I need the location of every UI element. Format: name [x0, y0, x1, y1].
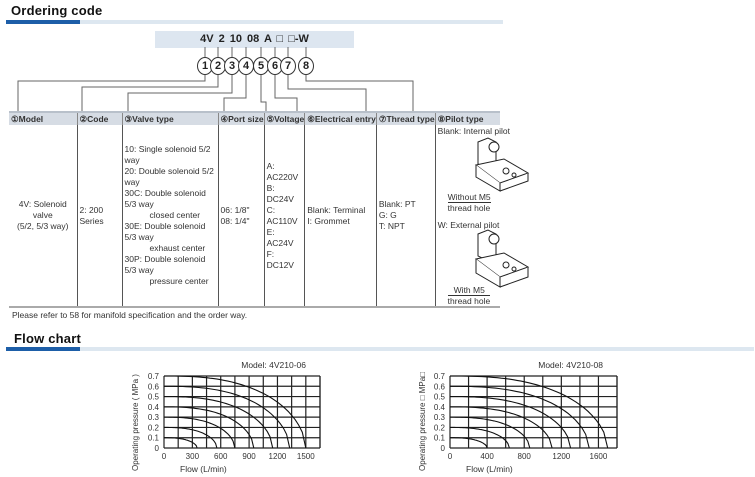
thread-type-cell: Blank: PT G: G T: NPT — [376, 125, 435, 307]
internal-pilot-note: Without M5 thread hole — [447, 192, 491, 213]
code-position-circle: 4 — [238, 57, 254, 75]
x-axis-label: Flow (L/min) — [466, 464, 513, 474]
ordering-code-title: Ordering code — [11, 3, 103, 18]
y-tick-label: 0.5 — [147, 392, 159, 402]
header-voltage: ⑤Voltage — [264, 112, 305, 125]
y-tick-label: 0.6 — [433, 382, 445, 392]
code-position-circle: 7 — [280, 57, 296, 75]
table-row — [9, 125, 500, 307]
y-axis-label: Operating pressure □ MPa□ — [418, 371, 427, 471]
x-tick-label: 0 — [161, 452, 167, 461]
header-port-size: ④Port size — [218, 112, 264, 125]
x-tick-label: 400 — [480, 452, 494, 461]
flow-curve-0.3 — [164, 417, 235, 448]
x-tick-label: 1200 — [268, 452, 287, 461]
code-position-circle: 5 — [253, 57, 269, 75]
voltage-cell: A: AC220V B: DC24V C: AC110V E: AC24V F: DC12V — [264, 125, 305, 307]
internal-pilot-valve-image — [456, 137, 531, 197]
y-tick-label: 0 — [440, 444, 445, 453]
header-code: ②Code — [77, 112, 122, 125]
header-thread-type: ⑦Thread type — [376, 112, 435, 125]
chart-title: Model: 4V210-08 — [538, 360, 603, 370]
y-tick-label: 0.7 — [433, 372, 445, 381]
model-line: (5/2, 5/3 way) — [17, 221, 69, 231]
y-tick-label: 0.2 — [147, 423, 159, 433]
code-position-circle: 8 — [298, 57, 314, 75]
flow-chart-title: Flow chart — [14, 331, 82, 346]
y-tick-label: 0.1 — [433, 433, 445, 443]
y-tick-label: 0.7 — [147, 372, 159, 381]
header-model: ①Model — [9, 112, 77, 125]
code-position-circle: 2 — [210, 57, 226, 75]
code-position-circle: 6 — [267, 57, 283, 75]
order-code-box: 4V 2 10 08 A □ □-W — [155, 31, 354, 48]
model-line: 4V: Solenoid valve — [18, 199, 67, 220]
y-tick-label: 0.3 — [147, 413, 159, 423]
model-cell — [9, 125, 77, 307]
y-tick-label: 0.2 — [433, 423, 445, 433]
y-tick-label: 0.5 — [433, 392, 445, 402]
flow-chart-4v210-06 — [125, 355, 335, 477]
electrical-entry-cell: Blank: Terminal I: Grommet — [305, 125, 377, 307]
internal-pilot-label: Blank: Internal pilot — [437, 126, 510, 136]
valve-type-item: 30C: Double solenoid 5/3 way closed center — [124, 188, 206, 220]
valve-type-item: 20: Double solenoid 5/2 way — [124, 166, 214, 187]
y-axis-label: Operating pressure ( MPa ) — [131, 374, 140, 471]
connector-lines — [0, 0, 520, 112]
x-axis-label: Flow (L/min) — [180, 464, 227, 474]
valve-type-item: 10: Single solenoid 5/2 way — [124, 144, 211, 165]
x-tick-label: 1600 — [589, 452, 608, 461]
y-tick-label: 0.6 — [147, 382, 159, 392]
manifold-note: Please refer to 58 for manifold specification and the order way. — [12, 310, 248, 320]
x-tick-label: 300 — [185, 452, 200, 461]
chart-title: Model: 4V210-06 — [241, 360, 306, 370]
flow-chart-4v210-08 — [412, 355, 632, 477]
code-cell: 2: 200 Series — [77, 125, 122, 307]
valve-type-item: 30E: Double solenoid 5/3 way exhaust center — [124, 221, 206, 253]
external-pilot-note: With M5 thread hole — [447, 285, 491, 306]
ordering-table — [9, 111, 510, 308]
valve-type-cell — [122, 125, 218, 307]
header-electrical-entry: ⑥Electrical entry — [305, 112, 377, 125]
pilot-type-cell — [435, 125, 510, 307]
port-size-cell: 06: 1/8" 08: 1/4" — [218, 125, 264, 307]
y-tick-label: 0.4 — [147, 402, 159, 412]
header-valve-type: ③Valve type — [122, 112, 218, 125]
x-tick-label: 1200 — [552, 452, 571, 461]
header-pilot-type: ⑧Pilot type — [435, 112, 500, 125]
x-tick-label: 1500 — [296, 452, 315, 461]
table-header-row — [9, 112, 500, 125]
external-pilot-label: W: External pilot — [437, 220, 500, 230]
y-tick-label: 0.3 — [433, 413, 445, 423]
x-tick-label: 800 — [517, 452, 531, 461]
x-tick-label: 600 — [214, 452, 228, 461]
y-tick-label: 0.4 — [433, 402, 445, 412]
flow-title-underline — [6, 347, 754, 351]
flow-curve-0.5 — [164, 397, 273, 448]
valve-type-item: 30P: Double solenoid 5/3 way pressure center — [124, 254, 209, 286]
x-tick-label: 0 — [447, 452, 453, 461]
y-tick-label: 0.1 — [147, 433, 159, 443]
code-position-circle: 3 — [224, 57, 240, 75]
y-tick-label: 0 — [154, 444, 159, 453]
x-tick-label: 900 — [242, 452, 256, 461]
code-position-circle: 1 — [197, 57, 213, 75]
flow-curve-0.3 — [450, 417, 530, 448]
